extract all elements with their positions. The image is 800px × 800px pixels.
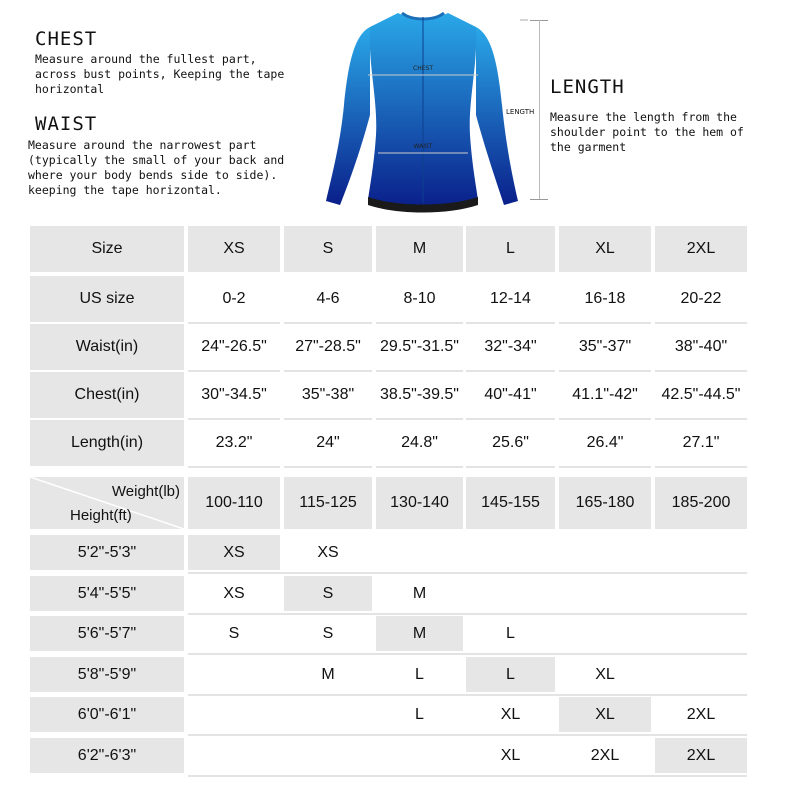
size-table-cell: 30"-34.5" [201, 386, 267, 403]
fit-table-cell [188, 657, 280, 692]
size-table-cell: 29.5"-31.5" [380, 338, 459, 355]
row-separator [188, 775, 747, 777]
weight-height-header-cell [30, 477, 184, 529]
weight-header-cell: 145-155 [466, 477, 555, 529]
size-header-cell: XS [188, 226, 280, 272]
jersey-illustration [318, 5, 528, 220]
fit-table-cell: XL [595, 665, 615, 683]
size-header-cell: L [466, 226, 555, 272]
size-table-cell: 20-22 [680, 290, 722, 307]
height-row-label: 6'0"-6'1" [30, 697, 184, 732]
size-table-cell: 27"-28.5" [295, 338, 361, 355]
size-row-label: Length(in) [30, 420, 184, 466]
size-table-cell: 35"-37" [578, 338, 632, 355]
size-table-cell: 35"-38" [301, 386, 355, 403]
fit-table-cell [284, 738, 372, 773]
fit-table-cell [655, 576, 747, 611]
size-row-label: US size [30, 276, 184, 322]
size-table-cell: 41.1"-42" [572, 386, 638, 403]
weight-header-cell: 115-125 [284, 477, 372, 529]
height-row-label: 5'2"-5'3" [30, 535, 184, 570]
size-table-cell: 26.4" [586, 434, 624, 451]
jersey-waist-label: WAIST [413, 143, 433, 150]
height-row-label: 5'8"-5'9" [30, 657, 184, 692]
chest-description: Measure around the fullest part, across bust points, Keeping the tape horizontal [35, 52, 285, 96]
size-table-cell: 24" [316, 434, 340, 451]
fit-table-cell: M [376, 616, 463, 651]
size-table-cell: 40"-41" [484, 386, 537, 403]
fit-table-cell [559, 616, 651, 651]
row-separator [466, 466, 555, 468]
fit-table-cell: 2XL [686, 705, 716, 723]
size-row-label: Waist(in) [30, 324, 184, 370]
fit-table-cell: XS [188, 535, 280, 570]
size-table-cell: 38.5"-39.5" [380, 386, 459, 403]
fit-table-cell [376, 535, 463, 570]
row-separator [188, 653, 747, 655]
fit-table-cell: L [466, 657, 555, 692]
fit-table-cell: 2XL [590, 746, 620, 764]
size-table-cell: 42.5"-44.5" [661, 386, 741, 403]
fit-table-cell: L [506, 624, 515, 642]
row-separator [188, 734, 747, 736]
row-separator [655, 466, 747, 468]
length-title: LENGTH [550, 76, 625, 98]
height-row-label: 6'2"-6'3" [30, 738, 184, 773]
fit-table-cell: S [228, 624, 240, 642]
fit-table-cell [188, 697, 280, 732]
size-table-cell: 0-2 [222, 290, 246, 307]
weight-header-cell: 185-200 [655, 477, 747, 529]
size-header-cell: XL [559, 226, 651, 272]
size-table-cell: 38"-40" [674, 338, 728, 355]
size-table-cell: 12-14 [490, 290, 531, 307]
size-header-cell: S [284, 226, 372, 272]
size-header-label: Size [30, 226, 184, 272]
fit-table-cell [188, 738, 280, 773]
size-table-cell: 24"-26.5" [201, 338, 267, 355]
fit-table-cell: M [412, 584, 427, 602]
row-separator [376, 466, 463, 468]
fit-table-cell: M [321, 665, 335, 683]
fit-table-cell: XS [223, 584, 245, 602]
size-header-cell: 2XL [655, 226, 747, 272]
row-separator [188, 613, 747, 615]
weight-header-cell: 165-180 [559, 477, 651, 529]
fit-table-cell: XL [559, 697, 651, 732]
fit-table-cell [559, 576, 651, 611]
size-header-cell: M [376, 226, 463, 272]
fit-table-cell: XL [500, 746, 521, 764]
fit-table-cell [466, 535, 555, 570]
size-table-cell: 32"-34" [484, 338, 537, 355]
fit-table-cell: L [415, 705, 424, 723]
height-row-label: 5'6"-5'7" [30, 616, 184, 651]
row-separator [188, 694, 747, 696]
size-table-cell: 25.6" [492, 434, 529, 451]
jersey-graphic [318, 5, 528, 220]
fit-table-cell [284, 697, 372, 732]
fit-table-cell [559, 535, 651, 570]
chest-title: CHEST [35, 28, 98, 50]
row-separator [284, 466, 372, 468]
fit-table-cell [655, 535, 747, 570]
weight-header-cell: 130-140 [376, 477, 463, 529]
fit-table-cell: S [284, 576, 372, 611]
fit-table-cell: 2XL [655, 738, 747, 773]
size-table-cell: 27.1" [682, 434, 720, 451]
fit-table-cell [655, 616, 747, 651]
weight-header-cell: 100-110 [188, 477, 280, 529]
fit-table-cell: XL [500, 705, 521, 723]
jersey-chest-label: CHEST [413, 65, 433, 72]
row-separator [188, 572, 747, 574]
length-indicator-label: LENGTH [506, 108, 535, 116]
fit-table-cell [466, 576, 555, 611]
fit-table-cell [376, 738, 463, 773]
fit-table-cell [655, 657, 747, 692]
weight-label: Weight(lb) [111, 483, 180, 500]
height-label: Height(ft) [70, 507, 132, 524]
size-table-cell: 4-6 [316, 290, 340, 307]
size-table-cell: 8-10 [403, 290, 436, 307]
fit-table-cell: L [415, 665, 424, 683]
size-row-label: Chest(in) [30, 372, 184, 418]
size-table-cell: 16-18 [584, 290, 626, 307]
fit-table-cell: S [322, 624, 334, 642]
waist-title: WAIST [35, 113, 98, 135]
row-separator [559, 466, 651, 468]
waist-description: Measure around the narrowest part (typically the small of your back and where your body bends side to side). keeping the tape horizontal. [28, 138, 285, 197]
fit-table-cell: XS [317, 543, 339, 561]
length-description: Measure the length from the shoulder point to the hem of the garment [550, 110, 744, 154]
size-table-cell: 23.2" [215, 434, 253, 451]
height-row-label: 5'4"-5'5" [30, 576, 184, 611]
size-table-cell: 24.8" [401, 434, 438, 451]
row-separator [188, 466, 280, 468]
